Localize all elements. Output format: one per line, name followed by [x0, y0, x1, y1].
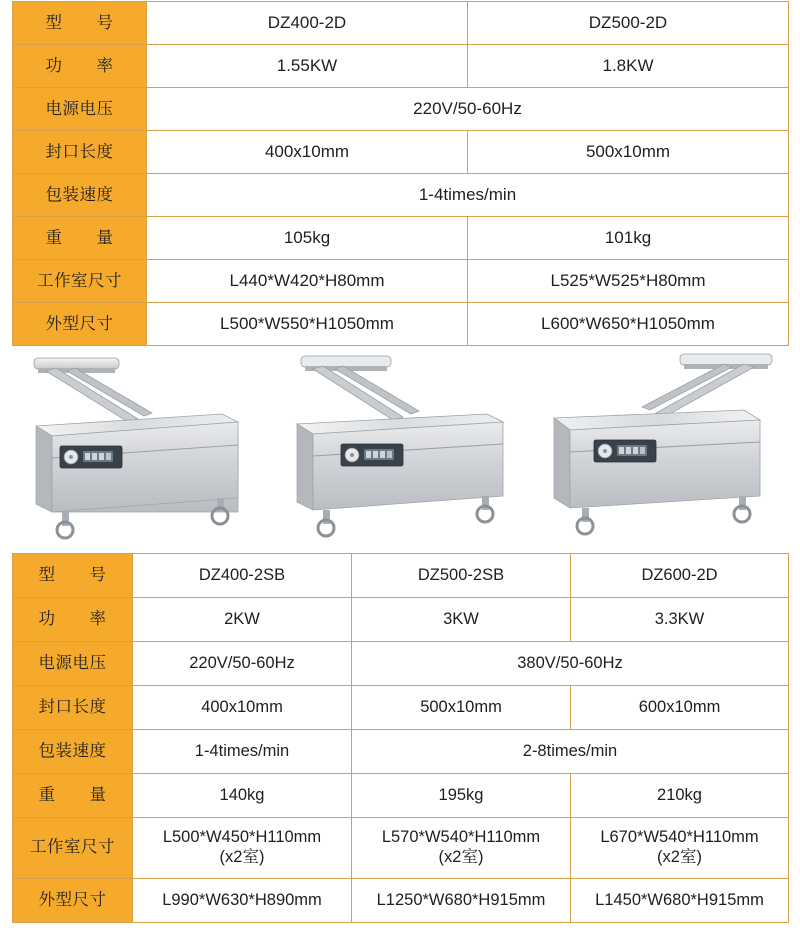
machine-illustration-icon: [538, 340, 788, 540]
table-cell: DZ500-2D: [468, 2, 789, 45]
table-row: [13, 2, 789, 45]
table-row: [13, 88, 789, 131]
table-cell: L440*W420*H80mm: [147, 260, 468, 303]
row-label: 外型尺寸: [13, 303, 147, 346]
table-row: [13, 774, 789, 818]
table-cell: DZ600-2D: [571, 554, 789, 598]
table-cell: L600*W650*H1050mm: [468, 303, 789, 346]
row-label: 外型尺寸: [13, 879, 133, 923]
vacuum-sealer-photo-left: [12, 340, 262, 540]
row-label: 包装速度: [13, 174, 147, 217]
table-row: [13, 686, 789, 730]
table-row: [13, 217, 789, 260]
row-label: 包装速度: [13, 730, 133, 774]
vacuum-sealer-photo-center: [275, 340, 525, 540]
table-row: [13, 598, 789, 642]
table-row: [13, 554, 789, 598]
table-cell: 1-4times/min: [133, 730, 352, 774]
row-label: 工作室尺寸: [13, 818, 133, 879]
table-cell: 2-8times/min: [352, 730, 789, 774]
table-cell: 210kg: [571, 774, 789, 818]
table-cell: [352, 818, 571, 879]
table-cell: L500*W550*H1050mm: [147, 303, 468, 346]
row-label: 功 率: [13, 598, 133, 642]
table-cell: 380V/50-60Hz: [352, 642, 789, 686]
table-cell: 2KW: [133, 598, 352, 642]
table-cell: DZ500-2SB: [352, 554, 571, 598]
spec-table-2: [12, 553, 789, 923]
row-label: 封口长度: [13, 686, 133, 730]
table-cell: 600x10mm: [571, 686, 789, 730]
table-row: [13, 260, 789, 303]
cell-value: L500*W450*H110mm: [162, 828, 322, 847]
row-label: 型 号: [13, 554, 133, 598]
spec-table-1: [12, 1, 789, 346]
table-cell: L525*W525*H80mm: [468, 260, 789, 303]
table-row: [13, 642, 789, 686]
row-label: 型 号: [13, 2, 147, 45]
table-cell: 220V/50-60Hz: [147, 88, 789, 131]
table-cell: 3.3KW: [571, 598, 789, 642]
cell-subvalue: (x2室): [438, 848, 484, 866]
table-cell: L1450*W680*H915mm: [571, 879, 789, 923]
table-cell: 101kg: [468, 217, 789, 260]
row-label: 电源电压: [13, 642, 133, 686]
row-label: 电源电压: [13, 88, 147, 131]
table-row: [13, 818, 789, 879]
machine-illustration-icon: [12, 340, 262, 540]
table-cell: DZ400-2SB: [133, 554, 352, 598]
table-cell: 195kg: [352, 774, 571, 818]
table-cell: DZ400-2D: [147, 2, 468, 45]
cell-value: L670*W540*H110mm: [600, 828, 759, 847]
row-label: 重 量: [13, 217, 147, 260]
row-label: 功 率: [13, 45, 147, 88]
table-row: [13, 730, 789, 774]
table-cell: [133, 818, 352, 879]
table-row: [13, 131, 789, 174]
machine-illustration-icon: [275, 340, 525, 540]
table-cell: L990*W630*H890mm: [133, 879, 352, 923]
table-row: [13, 879, 789, 923]
table-cell: 400x10mm: [133, 686, 352, 730]
cell-value: L570*W540*H110mm: [381, 828, 541, 847]
table-cell: 400x10mm: [147, 131, 468, 174]
table-cell: 1-4times/min: [147, 174, 789, 217]
cell-subvalue: (x2室): [657, 848, 702, 866]
table-row: [13, 174, 789, 217]
cell-subvalue: (x2室): [219, 848, 265, 866]
table-row: [13, 45, 789, 88]
vacuum-sealer-photo-right: [538, 340, 788, 540]
table-cell: 1.55KW: [147, 45, 468, 88]
table-cell: 140kg: [133, 774, 352, 818]
table-cell: 105kg: [147, 217, 468, 260]
row-label: 重 量: [13, 774, 133, 818]
table-cell: 1.8KW: [468, 45, 789, 88]
table-cell: [571, 818, 789, 879]
table-cell: 3KW: [352, 598, 571, 642]
table-cell: L1250*W680*H915mm: [352, 879, 571, 923]
row-label: 封口长度: [13, 131, 147, 174]
machine-photo-strip: [12, 330, 788, 540]
table-cell: 500x10mm: [352, 686, 571, 730]
table-cell: 220V/50-60Hz: [133, 642, 352, 686]
row-label: 工作室尺寸: [13, 260, 147, 303]
table-cell: 500x10mm: [468, 131, 789, 174]
